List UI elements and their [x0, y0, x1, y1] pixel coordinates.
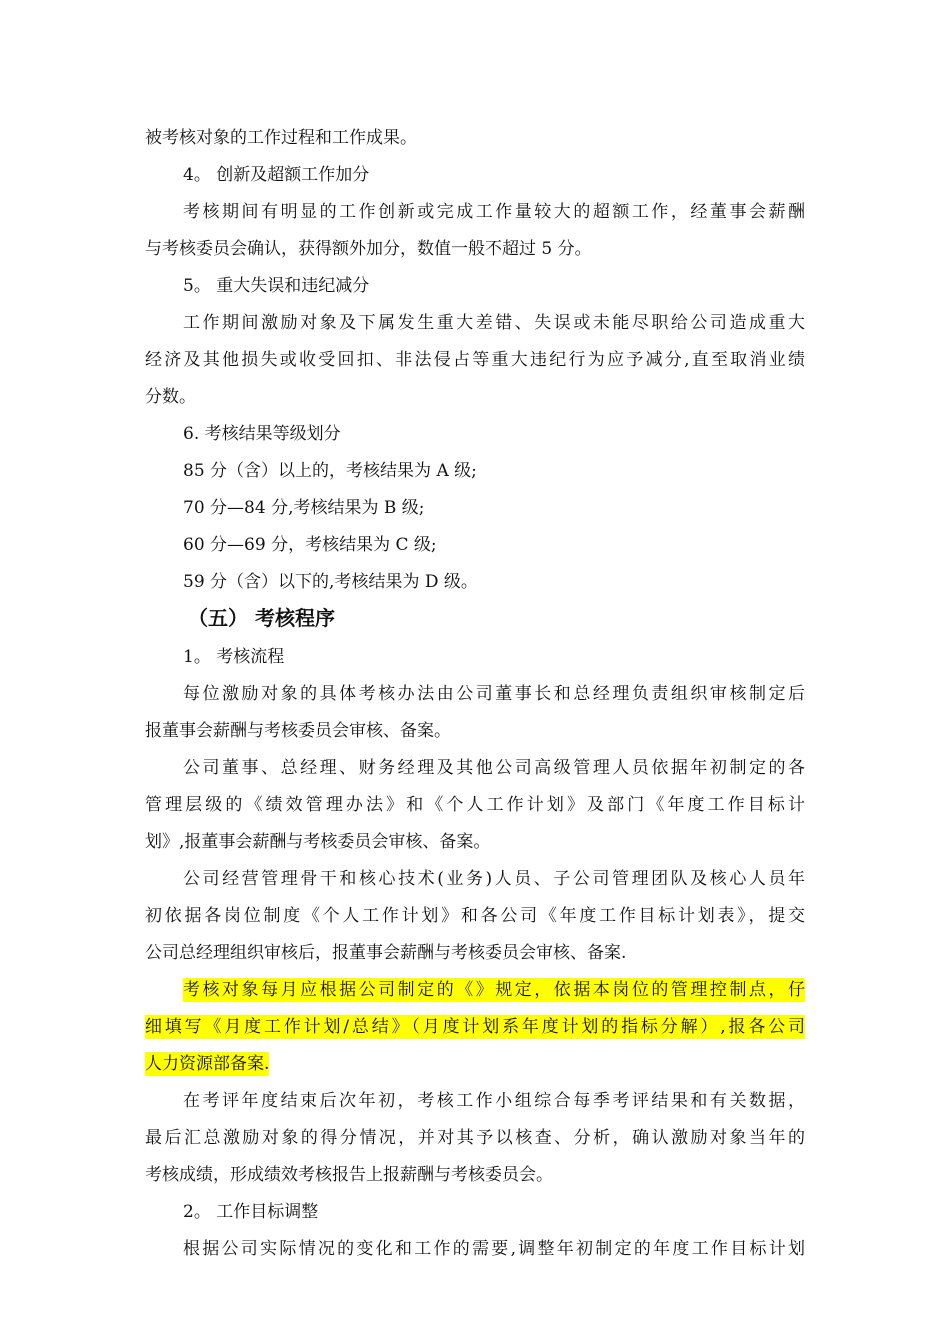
text-line: 考核成绩，形成绩效考核报告上报薪酬与考核委员会。 [145, 1165, 553, 1185]
section-heading: （五） 考核程序 [188, 606, 335, 630]
text-line: 与考核委员会确认，获得额外加分，数值一般不超过 5 分。 [145, 239, 592, 259]
list-heading: 2。 工作目标调整 [183, 1202, 319, 1222]
list-heading: 1。 考核流程 [183, 647, 285, 667]
text-line: 工作期间激励对象及下属发生重大差错、失误或未能尽职给公司造成重大 [183, 313, 805, 333]
highlighted-text-line: 细填写《月度工作计划/总结》（月度计划系年度计划的指标分解）,报各公司 [145, 1017, 805, 1037]
highlighted-text-line: 人力资源部备案. [145, 1054, 270, 1074]
text-line: 最后汇总激励对象的得分情况，并对其予以核查、分析，确认激励对象当年的 [145, 1128, 805, 1148]
grade-line: 85 分（含）以上的，考核结果为 A 级; [183, 461, 477, 481]
text-line: 根据公司实际情况的变化和工作的需要,调整年初制定的年度工作目标计划 [183, 1239, 805, 1259]
text-line: 初依据各岗位制度《个人工作计划》和各公司《年度工作目标计划表》，提交 [145, 906, 805, 926]
text-line: 报董事会薪酬与考核委员会审核、备案。 [145, 721, 451, 741]
text-line: 每位激励对象的具体考核办法由公司董事长和总经理负责组织审核制定后 [183, 684, 805, 704]
grade-line: 70 分—84 分,考核结果为 B 级; [183, 498, 425, 518]
text-line: 经济及其他损失或收受回扣、非法侵占等重大违纪行为应予减分,直至取消业绩 [145, 350, 805, 370]
list-heading: 5。 重大失误和违纪减分 [183, 276, 370, 296]
text-line: 划》,报董事会薪酬与考核委员会审核、备案。 [145, 832, 491, 852]
text-line: 公司总经理组织审核后，报董事会薪酬与考核委员会审核、备案. [145, 943, 627, 963]
grade-line: 59 分（含）以下的,考核结果为 D 级。 [183, 572, 478, 592]
text-line: 公司经营管理骨干和核心技术(业务)人员、子公司管理团队及核心人员年 [183, 869, 805, 889]
list-heading: 4。 创新及超额工作加分 [183, 165, 370, 185]
text-line: 分数。 [145, 387, 196, 407]
text-line: 在考评年度结束后次年初，考核工作小组综合每季考评结果和有关数据， [183, 1091, 805, 1111]
grade-line: 60 分—69 分，考核结果为 C 级; [183, 535, 437, 555]
text-line: 管理层级的《绩效管理办法》和《个人工作计划》及部门《年度工作目标计 [145, 795, 805, 815]
highlighted-text-line: 考核对象每月应根据公司制定的《》规定，依据本岗位的管理控制点，仔 [183, 980, 805, 1000]
text-line: 被考核对象的工作过程和工作成果。 [145, 128, 417, 148]
list-heading: 6. 考核结果等级划分 [183, 424, 341, 444]
text-line: 考核期间有明显的工作创新或完成工作量较大的超额工作，经董事会薪酬 [183, 202, 805, 222]
text-line: 公司董事、总经理、财务经理及其他公司高级管理人员依据年初制定的各 [183, 758, 805, 778]
